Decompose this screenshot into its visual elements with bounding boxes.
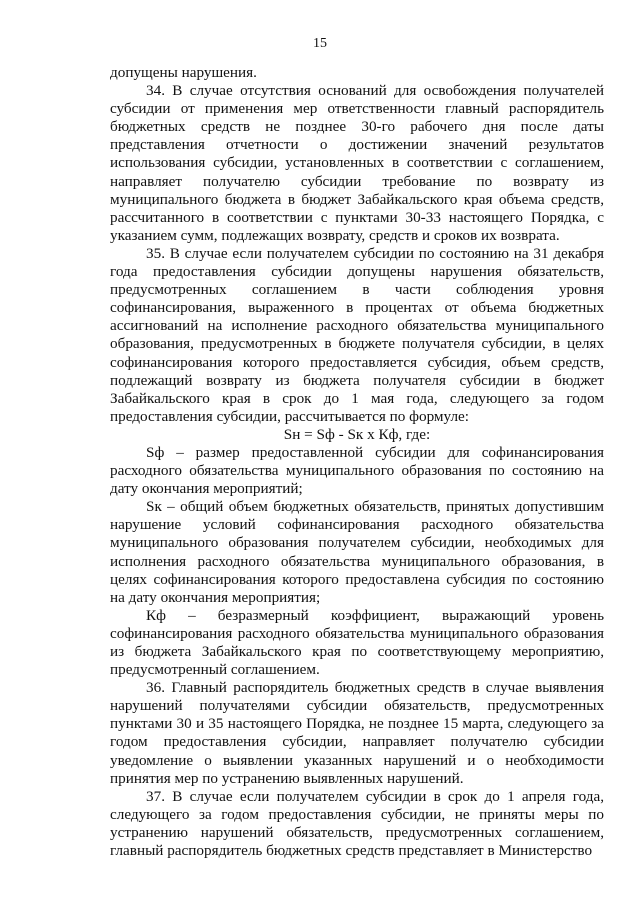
paragraph-clause-37: 37. В случае если получателем субсидии в срок до 1 апреля года, следующего за годом предоставления субсидии, не приняты меры по устранению нарушений обязательств, предусмотренных соглашением, главный распорядитель бюджетных средств представляет в Министерство — [110, 787, 604, 860]
paragraph-continuation: допущены нарушения. — [110, 64, 257, 81]
paragraph-clause-36: 36. Главный распорядитель бюджетных средств в случае выявления нарушений получателями субсидии обязательств, предусмотренных пунктами 30 и 35 настоящего Порядка, не позднее 15 марта, следующего за годом предоставления субсидии, направляет получателю субсидии уведомление о выявлении указанных нарушений и о необходимости принятия мер по устранению выявленных нарушений. — [110, 679, 604, 787]
paragraph-definition-sk: Sк – общий объем бюджетных обязательств, принятых допустившим нарушение условий софинансирования расходного обязательства муниципального образования получателем субсидии, необходимых для исполнения расходного обязательства муниципального образования, в целях софинансирования которого предоставлена субсидия по состоянию на дату окончания мероприятия; — [110, 498, 604, 606]
paragraph-definition-sf: Sф – размер предоставленной субсидии для софинансирования расходного обязательства муниципального образования по состоянию на дату окончания мероприятий; — [110, 443, 604, 498]
formula: Sн = Sф - Sк x Кф, где: — [283, 425, 431, 443]
paragraph-definition-kf: Кф – безразмерный коэффициент, выражающий уровень софинансирования расходного обязательства муниципального образования из бюджета Забайкальского края по соответствующему мероприятию, предусмотренный соглашением. — [110, 606, 604, 679]
document-body — [110, 64, 604, 860]
paragraph-clause-34: 34. В случае отсутствия оснований для освобождения получателей субсидии от применения мер ответственности главный распорядитель бюджетных средств не позднее 30-го рабочего дня после даты представления отчетности о достижении значений результатов использования субсидии, установленных в соответствии с соглашением, направляет получателю субсидии требование по возврату из муниципального бюджета в бюджет Забайкальского края объема средств, рассчитанного в соответствии с пунктами 30-33 настоящего Порядка, с указанием сумм, подлежащих возврату, средств и сроков их возврата. — [110, 82, 604, 244]
page-number: 15 — [313, 36, 327, 51]
paragraph-clause-35: 35. В случае если получателем субсидии по состоянию на 31 декабря года предоставления субсидии допущены нарушения обязательств, предусмотренных соглашением в части соблюдения уровня софинансирования, выраженного в процентах от объема бюджетных ассигнований на исполнение расходного обязательства муниципального образования, предусмотренных в бюджете получателя субсидии, в целях софинансирования которого предоставляется субсидия, объем средств, подлежащий возврату из бюджета получателя субсидии в бюджет Забайкальского края в срок до 1 мая года, следующего за годом предоставления субсидии, рассчитывается по формуле: — [110, 244, 604, 425]
